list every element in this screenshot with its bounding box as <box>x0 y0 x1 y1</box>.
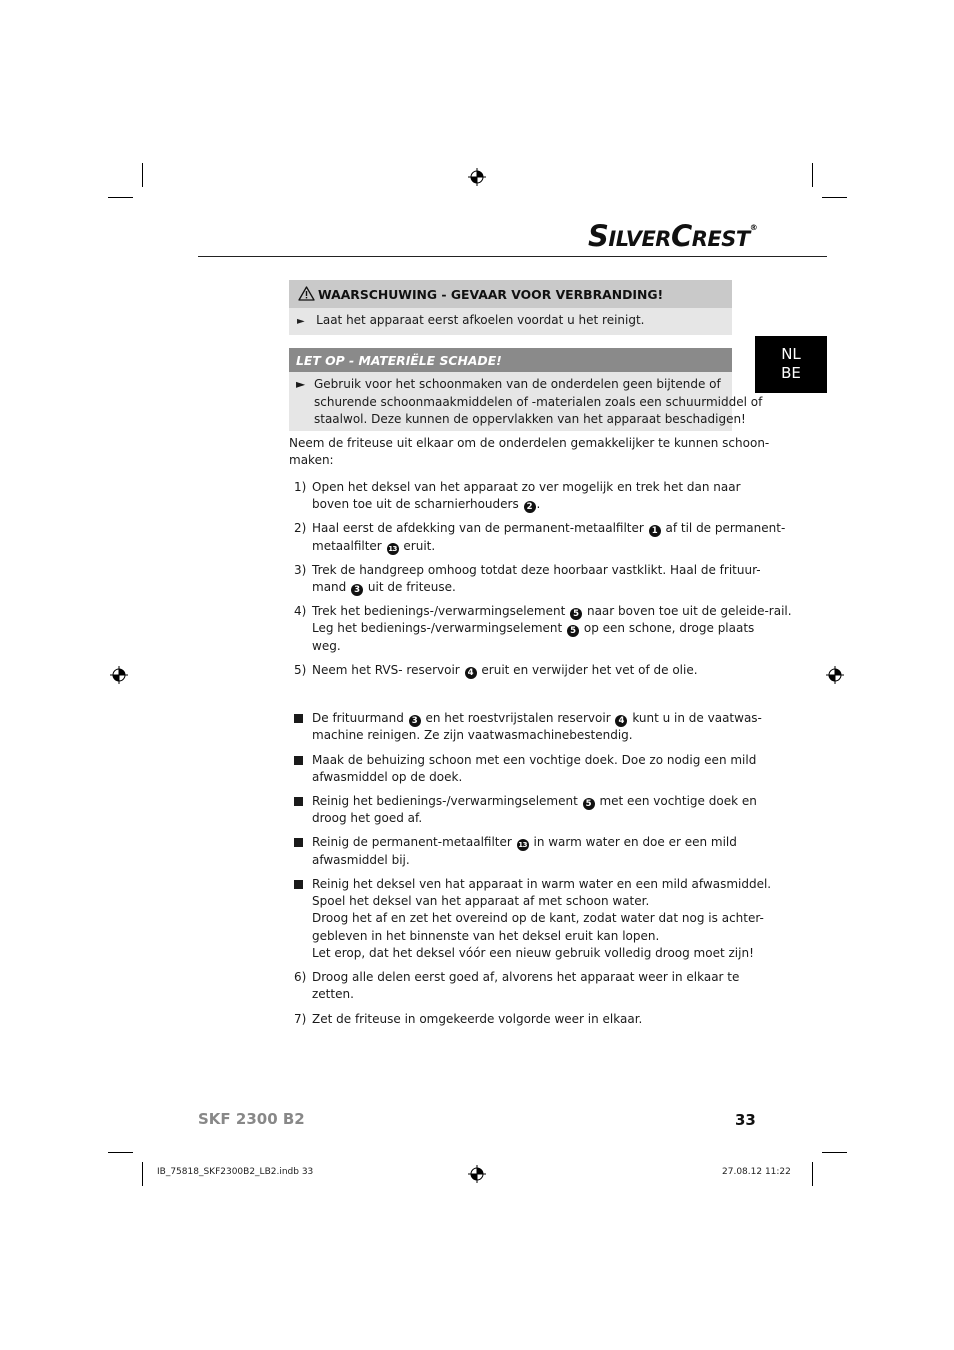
intro-text: maken: <box>289 453 334 467</box>
bullet-text: Reinig het deksel ven hat apparaat in warm water en een mild afwasmiddel. <box>312 877 772 891</box>
bullet-text: Reinig de permanent-metaalfilter 13 in warm water en doe er een mild <box>312 835 737 849</box>
crop-mark <box>822 197 847 198</box>
crop-mark <box>142 1162 143 1186</box>
crop-mark <box>108 197 133 198</box>
step-text: Open het deksel van het apparaat zo ver mogelijk en trek het dan naar <box>312 480 741 494</box>
part-number-badge: 5 <box>583 798 595 810</box>
bullet-text: Reinig het bedienings-/verwarmingselement 5 met een vochtige doek en <box>312 794 757 809</box>
caution-heading: LET OP - MATERIËLE SCHADE! <box>289 348 732 372</box>
model-number: SKF 2300 B2 <box>198 1110 305 1128</box>
step-text: weg. <box>312 639 341 653</box>
step-text: Trek het bedienings-/verwarmingselement 5 naar boven toe uit de geleide-rail. <box>312 604 792 619</box>
intro-text: Neem de friteuse uit elkaar om de onderdelen gemakkelijker te kunnen schoon- <box>289 436 770 450</box>
header-rule <box>198 256 827 257</box>
square-bullet-icon <box>294 838 303 847</box>
arrow-right-icon: ► <box>296 377 306 391</box>
step-number: 5) <box>294 663 307 677</box>
part-number-badge: 13 <box>518 841 528 849</box>
bullet-text: Droog het af en zet het overeind op de kant, zodat water dat nog is achter- <box>312 911 764 925</box>
bullet-text: Spoel het deksel van het apparaat af met schoon water. <box>312 894 650 908</box>
crop-mark <box>812 1162 813 1186</box>
crop-mark <box>812 163 813 187</box>
bullet-text: De frituurmand 3 en het roestvrijstalen reservoir 4 kunt u in de vaatwas- <box>312 711 762 726</box>
part-number-badge: 2 <box>524 501 536 513</box>
bullet-text: machine reinigen. Ze zijn vaatwasmachinebestendig. <box>312 728 633 742</box>
step-number: 6) <box>294 970 307 984</box>
print-slug-date: 27.08.12 11:22 <box>722 1167 791 1177</box>
step-text: Zet de friteuse in omgekeerde volgorde weer in elkaar. <box>312 1012 643 1026</box>
arrow-right-icon: ► <box>297 316 305 327</box>
step-text: mand 3 uit de friteuse. <box>312 580 456 595</box>
bullet-text: afwasmiddel op de doek. <box>312 770 463 784</box>
caution-line: schurende schoonmaakmiddelen of -materialen zoals een schuurmiddel of <box>314 395 763 409</box>
page-number: 33 <box>735 1111 756 1129</box>
part-number-badge: 5 <box>570 608 582 620</box>
caution-line: staalwol. Deze kunnen de oppervlakken van het apparaat beschadigen! <box>314 412 746 426</box>
language-code: BE <box>781 364 801 382</box>
warning-triangle-icon <box>298 286 315 301</box>
step-text: Haal eerst de afdekking van de permanent-metaalfilter 1 af til de permanent- <box>312 521 786 536</box>
print-slug-file: IB_75818_SKF2300B2_LB2.indb 33 <box>157 1167 314 1177</box>
square-bullet-icon <box>294 756 303 765</box>
bullet-text: droog het goed af. <box>312 811 423 825</box>
registration-mark-icon <box>468 1165 486 1183</box>
square-bullet-icon <box>294 714 303 723</box>
step-text: boven toe uit de scharnierhouders 2 . <box>312 497 541 512</box>
brand-logo: SILVERCREST® <box>588 219 758 253</box>
part-number-badge: 4 <box>615 715 627 727</box>
part-number-badge: 5 <box>567 625 579 637</box>
crop-mark <box>108 1152 133 1153</box>
step-number: 3) <box>294 563 307 577</box>
step-text: metaalfilter 13 eruit. <box>312 539 436 553</box>
part-number-badge: 4 <box>465 667 477 679</box>
bullet-text: afwasmiddel bij. <box>312 853 410 867</box>
language-code: NL <box>781 345 801 363</box>
step-text: Trek de handgreep omhoog totdat deze hoorbaar vastklikt. Haal de frituur- <box>312 563 761 577</box>
step-text: Neem het RVS- reservoir 4 eruit en verwijder het vet of de olie. <box>312 663 698 678</box>
step-text: zetten. <box>312 987 354 1001</box>
caution-line: Gebruik voor het schoonmaken van de onderdelen geen bijtende of <box>314 377 721 391</box>
crop-mark <box>822 1152 847 1153</box>
registration-mark-icon <box>468 168 486 186</box>
step-number: 4) <box>294 604 307 618</box>
language-tab <box>755 336 827 393</box>
step-number: 1) <box>294 480 307 494</box>
step-number: 2) <box>294 521 307 535</box>
part-number-badge: 3 <box>409 715 421 727</box>
bullet-text: gebleven in het binnenste van het deksel eruit kan lopen. <box>312 929 660 943</box>
part-number-badge: 3 <box>351 584 363 596</box>
warning-body: ► Laat het apparaat eerst afkoelen voordat u het reinigt. <box>289 308 732 335</box>
part-number-badge: 13 <box>388 545 397 553</box>
bullet-text: Maak de behuizing schoon met een vochtige doek. Doe zo nodig een mild <box>312 753 757 767</box>
registration-mark-icon <box>110 666 128 684</box>
bullet-text: Let erop, dat het deksel vóór een nieuw gebruik volledig droog moet zijn! <box>312 946 754 960</box>
step-text: Droog alle delen eerst goed af, alvorens het apparaat weer in elkaar te <box>312 970 740 984</box>
step-number: 7) <box>294 1012 307 1026</box>
warning-heading: WAARSCHUWING - GEVAAR VOOR VERBRANDING! <box>289 280 732 308</box>
step-text: Leg het bedienings-/verwarmingselement 5 op een schone, droge plaats <box>312 621 755 636</box>
square-bullet-icon <box>294 797 303 806</box>
crop-mark <box>142 163 143 187</box>
square-bullet-icon <box>294 880 303 889</box>
registration-mark-icon <box>826 666 844 684</box>
part-number-badge: 1 <box>649 525 661 537</box>
